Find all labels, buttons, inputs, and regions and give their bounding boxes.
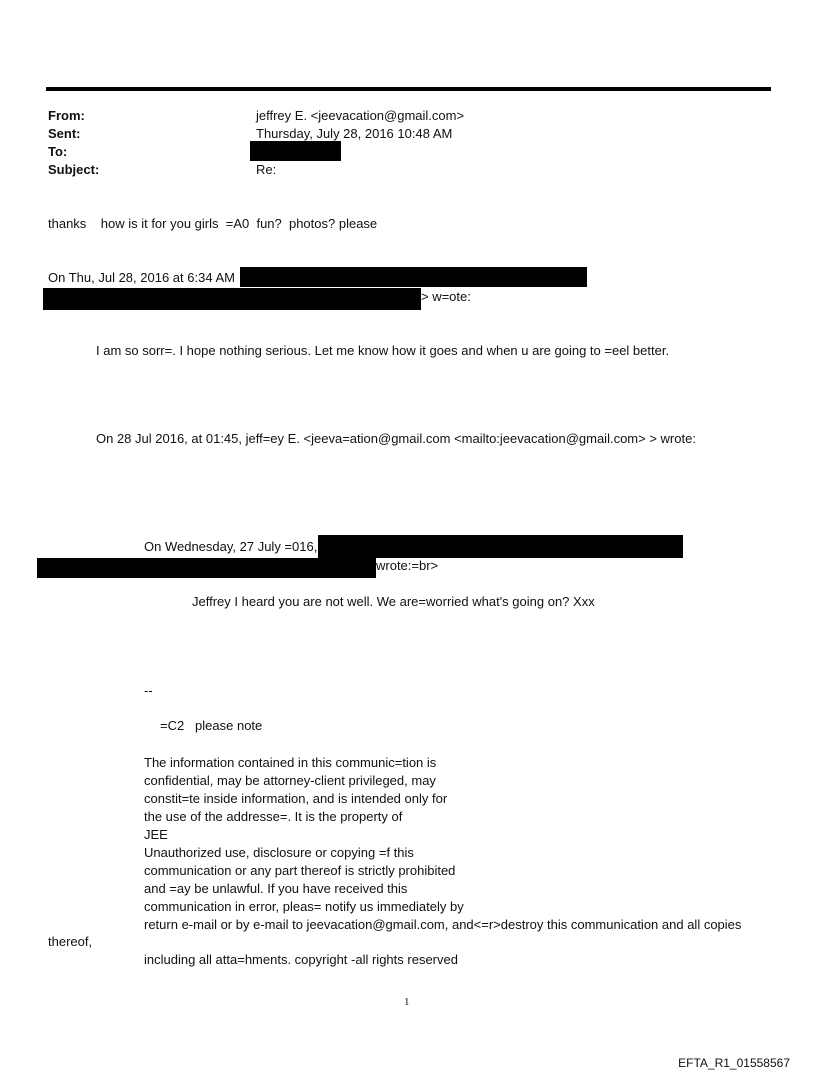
quote1-text: I am so sorr=. I hope nothing serious. Let me know how it goes and when u are going to =eel better. <box>96 343 670 358</box>
page-number: 1 <box>404 996 410 1008</box>
signature-note: =C2 please note <box>160 718 263 733</box>
disclaimer-line: the use of the addresse=. It is the property of <box>144 809 403 824</box>
subject-label: Subject: <box>48 162 100 177</box>
disclaimer-line: communication or any part thereof is strictly prohibited <box>144 863 456 878</box>
quote3-text: Jeffrey I heard you are not well. We are=worried what's going on? Xxx <box>192 594 595 609</box>
redaction-sender-3b <box>37 558 376 578</box>
bates-number: EFTA_R1_01558567 <box>678 1056 790 1070</box>
disclaimer-line: return e-mail or by e-mail to jeevacation@gmail.com, and<=r>destroy this communication and all copies <box>144 917 742 932</box>
redaction-sender-1b <box>43 288 421 310</box>
disclaimer-line: Unauthorized use, disclosure or copying =f this <box>144 845 414 860</box>
signature-dashes: -- <box>144 683 153 698</box>
quote3-wrote: wrote:=br> <box>376 558 439 573</box>
from-value: jeffrey E. <jeevacation@gmail.com> <box>256 108 465 123</box>
quote1-intro: On Thu, Jul 28, 2016 at 6:34 AM <box>48 270 235 285</box>
disclaimer-block <box>144 754 741 934</box>
header-rule <box>46 87 771 91</box>
disclaimer-line: constit=te inside information, and is intended only for <box>144 791 448 806</box>
disclaimer-line: communication in error, pleas= notify us immediately by <box>144 899 464 914</box>
to-label: To: <box>48 144 68 159</box>
quote2-intro: On 28 Jul 2016, at 01:45, jeff=ey E. <jeeva=ation@gmail.com <mailto:jeevacation@gmail.com> > wrote: <box>96 431 696 446</box>
sent-label: Sent: <box>48 126 81 141</box>
quote1-wrote: > w=ote: <box>421 289 471 304</box>
disclaimer-last-line: including all atta=hments. copyright -all rights reserved <box>144 952 458 967</box>
redaction-sender-1 <box>240 267 587 287</box>
disclaimer-overflow: thereof, <box>48 934 93 949</box>
subject-value: Re: <box>256 162 277 177</box>
disclaimer-line: and =ay be unlawful. If you have received this <box>144 881 408 896</box>
disclaimer-line: JEE <box>144 827 168 842</box>
redaction-sender-3 <box>318 535 683 558</box>
disclaimer-line: confidential, may be attorney-client privileged, may <box>144 773 436 788</box>
reply-text: thanks how is it for you girls =A0 fun? photos? please <box>48 216 378 231</box>
redaction-to <box>250 141 341 161</box>
sent-value: Thursday, July 28, 2016 10:48 AM <box>256 126 453 141</box>
quote3-intro: On Wednesday, 27 July =016, <box>144 539 318 554</box>
disclaimer-line: The information contained in this communic=tion is <box>144 755 437 770</box>
from-label: From: <box>48 108 85 123</box>
